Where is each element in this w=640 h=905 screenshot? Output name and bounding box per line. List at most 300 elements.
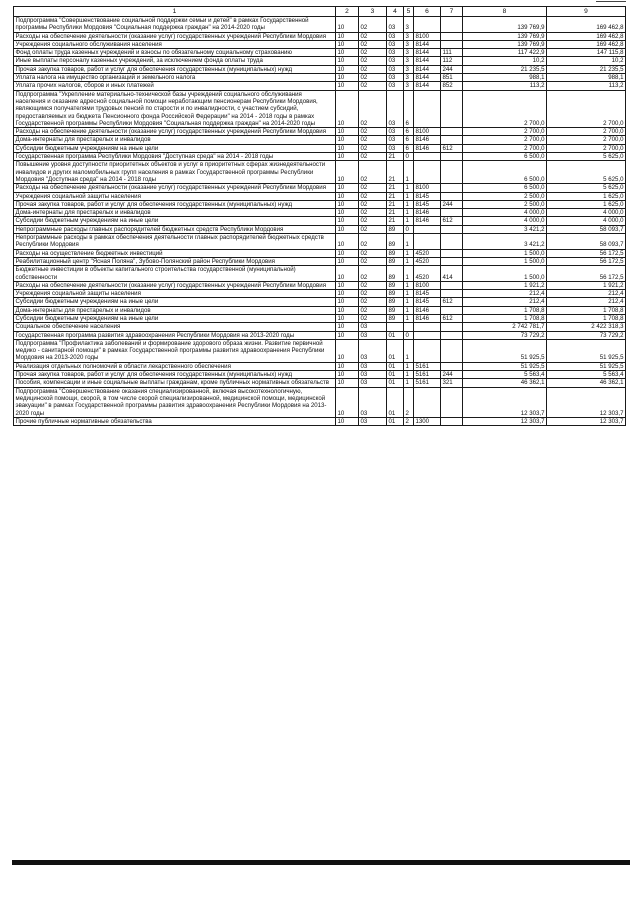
subprogram-code-cell: 1 — [404, 257, 414, 265]
program-code-cell: 03 — [387, 65, 404, 73]
amount-first-year-cell: 212,4 — [463, 290, 547, 298]
amount-second-year-cell: 5 625,0 — [547, 153, 626, 161]
amount-second-year-cell: 2 700,0 — [547, 144, 626, 152]
section-code-cell: 10 — [336, 257, 359, 265]
table-row — [14, 314, 626, 322]
expense-type-code-cell — [441, 161, 463, 184]
section-code-cell: 10 — [336, 192, 359, 200]
subprogram-code-cell: 1 — [404, 298, 414, 306]
subprogram-code-cell: 3 — [404, 32, 414, 40]
expense-type-code-cell — [441, 90, 463, 127]
subsection-code-cell: 02 — [359, 200, 387, 208]
target-article-code-cell: 8144 — [414, 49, 441, 57]
program-code-cell: 21 — [387, 209, 404, 217]
amount-first-year-cell: 1 500,0 — [463, 249, 547, 257]
section-code-cell: 10 — [336, 306, 359, 314]
expense-type-code-cell: 112 — [441, 57, 463, 65]
subsection-code-cell: 02 — [359, 298, 387, 306]
amount-first-year-cell: 5 563,4 — [463, 371, 547, 379]
subprogram-code-cell: 6 — [404, 144, 414, 152]
subsection-code-cell: 03 — [359, 417, 387, 425]
row-name-cell: Бюджетные инвестиции в объекты капитального строительства государственной (муниципальной) собственности — [14, 266, 336, 282]
subprogram-code-cell: 1 — [404, 306, 414, 314]
target-article-code-cell — [414, 387, 441, 417]
target-article-code-cell: 8145 — [414, 200, 441, 208]
amount-first-year-cell: 3 421,2 — [463, 225, 547, 233]
table-row — [14, 153, 626, 161]
program-code-cell: 89 — [387, 225, 404, 233]
amount-first-year-cell: 113,2 — [463, 82, 547, 90]
amount-second-year-cell: 169 462,8 — [547, 17, 626, 33]
section-code-cell: 10 — [336, 323, 359, 331]
amount-first-year-cell: 10,2 — [463, 57, 547, 65]
table-row — [14, 417, 626, 425]
program-code-cell: 01 — [387, 379, 404, 387]
table-row — [14, 49, 626, 57]
subsection-code-cell: 02 — [359, 306, 387, 314]
section-code-cell: 10 — [336, 32, 359, 40]
target-article-code-cell: 5161 — [414, 371, 441, 379]
section-code-cell: 10 — [336, 339, 359, 362]
program-code-cell: 03 — [387, 90, 404, 127]
expense-type-code-cell — [441, 362, 463, 370]
amount-second-year-cell: 113,2 — [547, 82, 626, 90]
subsection-code-cell: 02 — [359, 144, 387, 152]
program-code-cell: 03 — [387, 57, 404, 65]
amount-second-year-cell: 46 362,1 — [547, 379, 626, 387]
subprogram-code-cell: 1 — [404, 266, 414, 282]
section-code-cell: 10 — [336, 217, 359, 225]
subsection-code-cell: 02 — [359, 57, 387, 65]
section-code-cell: 10 — [336, 290, 359, 298]
target-article-code-cell — [414, 339, 441, 362]
expense-type-code-cell: 852 — [441, 82, 463, 90]
expense-type-code-cell — [441, 136, 463, 144]
expense-type-code-cell: 414 — [441, 266, 463, 282]
subsection-code-cell: 02 — [359, 249, 387, 257]
row-name-cell: Иные выплаты персоналу казенных учреждений, за исключением фонда оплаты труда — [14, 57, 336, 65]
subsection-code-cell: 02 — [359, 90, 387, 127]
subsection-code-cell: 03 — [359, 331, 387, 339]
section-code-cell: 10 — [336, 153, 359, 161]
expense-type-code-cell — [441, 323, 463, 331]
page-edge-mark — [596, 1, 626, 4]
amount-first-year-cell: 51 925,5 — [463, 339, 547, 362]
table-body — [14, 7, 626, 426]
program-code-cell: 03 — [387, 17, 404, 33]
amount-second-year-cell: 4 000,0 — [547, 217, 626, 225]
amount-second-year-cell: 21 235,5 — [547, 65, 626, 73]
target-article-code-cell: 1300 — [414, 417, 441, 425]
section-code-cell: 10 — [336, 161, 359, 184]
table-row — [14, 290, 626, 298]
subprogram-code-cell: 0 — [404, 225, 414, 233]
amount-second-year-cell: 10,2 — [547, 57, 626, 65]
column-number: 1 — [14, 7, 336, 17]
row-name-cell: Дома-интернаты для престарелых и инвалидов — [14, 136, 336, 144]
subprogram-code-cell: 1 — [404, 379, 414, 387]
section-code-cell: 10 — [336, 371, 359, 379]
section-code-cell: 10 — [336, 209, 359, 217]
expense-type-code-cell: 321 — [441, 379, 463, 387]
amount-second-year-cell: 51 925,5 — [547, 339, 626, 362]
amount-second-year-cell: 2 422 318,3 — [547, 323, 626, 331]
row-name-cell: Непрограммные расходы главных распорядителей бюджетных средств Республики Мордовия — [14, 225, 336, 233]
row-name-cell: Повышение уровня доступности приоритетных объектов и услуг в приоритетных сферах жизнедеятельности инвалидов и других маломобильных групп населения в рамках Государственной программы Республики Мордовия "Доступная среда" на 2014 - 2018 годы — [14, 161, 336, 184]
subprogram-code-cell: 1 — [404, 371, 414, 379]
amount-second-year-cell: 5 563,4 — [547, 371, 626, 379]
program-code-cell: 21 — [387, 184, 404, 192]
target-article-code-cell: 4520 — [414, 266, 441, 282]
amount-first-year-cell: 988,1 — [463, 74, 547, 82]
expense-type-code-cell — [441, 339, 463, 362]
expense-type-code-cell — [441, 184, 463, 192]
program-code-cell: 89 — [387, 314, 404, 322]
row-name-cell: Расходы на обеспечение деятельности (оказание услуг) государственных учреждений Республики Мордовия — [14, 32, 336, 40]
target-article-code-cell: 8144 — [414, 57, 441, 65]
table-row — [14, 40, 626, 48]
row-name-cell: Реализация отдельных полномочий в области лекарственного обеспечения — [14, 362, 336, 370]
amount-first-year-cell: 1 500,0 — [463, 266, 547, 282]
amount-first-year-cell: 21 235,5 — [463, 65, 547, 73]
program-code-cell: 01 — [387, 371, 404, 379]
amount-second-year-cell: 169 462,8 — [547, 40, 626, 48]
section-code-cell: 10 — [336, 379, 359, 387]
amount-second-year-cell: 212,4 — [547, 290, 626, 298]
amount-second-year-cell: 4 000,0 — [547, 209, 626, 217]
subprogram-code-cell: 1 — [404, 290, 414, 298]
amount-second-year-cell: 147 115,8 — [547, 49, 626, 57]
amount-second-year-cell: 988,1 — [547, 74, 626, 82]
amount-second-year-cell: 56 172,5 — [547, 257, 626, 265]
amount-first-year-cell: 2 700,0 — [463, 90, 547, 127]
row-name-cell: Субсидии бюджетным учреждениям на иные цели — [14, 298, 336, 306]
expense-type-code-cell — [441, 387, 463, 417]
target-article-code-cell: 8144 — [414, 74, 441, 82]
program-code-cell — [387, 323, 404, 331]
subprogram-code-cell: 6 — [404, 90, 414, 127]
subsection-code-cell: 02 — [359, 192, 387, 200]
amount-first-year-cell: 12 303,7 — [463, 387, 547, 417]
row-name-cell: Учреждения социальной защиты населения — [14, 192, 336, 200]
amount-first-year-cell: 4 000,0 — [463, 217, 547, 225]
subprogram-code-cell: 1 — [404, 184, 414, 192]
table-row — [14, 128, 626, 136]
row-name-cell: Фонд оплаты труда казенных учреждений и взносы по обязательному социальному страхованию — [14, 49, 336, 57]
subsection-code-cell: 02 — [359, 266, 387, 282]
program-code-cell: 01 — [387, 339, 404, 362]
program-code-cell: 03 — [387, 74, 404, 82]
target-article-code-cell: 5161 — [414, 362, 441, 370]
section-code-cell: 10 — [336, 184, 359, 192]
row-name-cell: Расходы на обеспечение деятельности (оказание услуг) государственных учреждений Республики Мордовия — [14, 281, 336, 289]
table-row — [14, 82, 626, 90]
section-code-cell: 10 — [336, 417, 359, 425]
target-article-code-cell: 8146 — [414, 217, 441, 225]
amount-first-year-cell: 2 500,0 — [463, 200, 547, 208]
program-code-cell: 03 — [387, 128, 404, 136]
subprogram-code-cell: 1 — [404, 249, 414, 257]
target-article-code-cell: 8144 — [414, 82, 441, 90]
expense-type-code-cell — [441, 417, 463, 425]
amount-second-year-cell: 58 093,7 — [547, 234, 626, 250]
subsection-code-cell: 02 — [359, 49, 387, 57]
amount-first-year-cell: 51 925,5 — [463, 362, 547, 370]
amount-second-year-cell: 1 921,2 — [547, 281, 626, 289]
subsection-code-cell: 02 — [359, 82, 387, 90]
amount-first-year-cell: 73 729,2 — [463, 331, 547, 339]
subprogram-code-cell: 1 — [404, 217, 414, 225]
target-article-code-cell: 8100 — [414, 281, 441, 289]
budget-sheet — [13, 6, 625, 426]
section-code-cell: 10 — [336, 234, 359, 250]
amount-first-year-cell: 6 500,0 — [463, 161, 547, 184]
section-code-cell: 10 — [336, 128, 359, 136]
program-code-cell: 03 — [387, 144, 404, 152]
program-code-cell: 01 — [387, 387, 404, 417]
amount-first-year-cell: 2 700,0 — [463, 136, 547, 144]
table-row — [14, 387, 626, 417]
section-code-cell: 10 — [336, 298, 359, 306]
amount-second-year-cell: 1 708,8 — [547, 314, 626, 322]
target-article-code-cell — [414, 17, 441, 33]
program-code-cell: 89 — [387, 298, 404, 306]
row-name-cell: Расходы на обеспечение деятельности (оказание услуг) государственных учреждений Республики Мордовия — [14, 184, 336, 192]
target-article-code-cell — [414, 90, 441, 127]
subprogram-code-cell: 3 — [404, 82, 414, 90]
amount-first-year-cell: 46 362,1 — [463, 379, 547, 387]
target-article-code-cell: 8145 — [414, 290, 441, 298]
amount-first-year-cell: 2 742 781,7 — [463, 323, 547, 331]
amount-first-year-cell: 1 708,8 — [463, 306, 547, 314]
column-number: 4 — [387, 7, 404, 17]
amount-first-year-cell: 139 769,9 — [463, 17, 547, 33]
subsection-code-cell: 03 — [359, 339, 387, 362]
amount-second-year-cell: 1 708,8 — [547, 306, 626, 314]
row-name-cell: Непрограммные расходы в рамках обеспечения деятельности главных распорядителей бюджетных средств Республики Мордовия — [14, 234, 336, 250]
program-code-cell: 03 — [387, 32, 404, 40]
amount-second-year-cell: 212,4 — [547, 298, 626, 306]
expense-type-code-cell — [441, 234, 463, 250]
table-row — [14, 257, 626, 265]
program-code-cell: 03 — [387, 49, 404, 57]
amount-first-year-cell: 2 700,0 — [463, 128, 547, 136]
section-code-cell: 10 — [336, 40, 359, 48]
amount-first-year-cell: 6 500,0 — [463, 153, 547, 161]
table-row — [14, 217, 626, 225]
amount-first-year-cell: 1 500,0 — [463, 257, 547, 265]
row-name-cell: Дома-интернаты для престарелых и инвалидов — [14, 209, 336, 217]
target-article-code-cell: 8146 — [414, 144, 441, 152]
section-code-cell: 10 — [336, 49, 359, 57]
subsection-code-cell: 02 — [359, 32, 387, 40]
page-bottom-rule — [12, 860, 630, 865]
row-name-cell: Субсидии бюджетным учреждениям на иные цели — [14, 217, 336, 225]
amount-second-year-cell: 58 093,7 — [547, 225, 626, 233]
section-code-cell: 10 — [336, 387, 359, 417]
target-article-code-cell — [414, 225, 441, 233]
section-code-cell: 10 — [336, 362, 359, 370]
expense-type-code-cell — [441, 32, 463, 40]
row-name-cell: Социальное обеспечение населения — [14, 323, 336, 331]
target-article-code-cell — [414, 331, 441, 339]
amount-second-year-cell: 56 172,5 — [547, 249, 626, 257]
column-number-row — [14, 7, 626, 17]
amount-first-year-cell: 2 700,0 — [463, 144, 547, 152]
subprogram-code-cell: 1 — [404, 234, 414, 250]
column-number: 6 — [414, 7, 441, 17]
table-row — [14, 379, 626, 387]
amount-second-year-cell: 2 700,0 — [547, 136, 626, 144]
target-article-code-cell: 8146 — [414, 306, 441, 314]
expense-type-code-cell — [441, 17, 463, 33]
subprogram-code-cell: 1 — [404, 281, 414, 289]
program-code-cell: 21 — [387, 217, 404, 225]
subprogram-code-cell: 0 — [404, 331, 414, 339]
row-name-cell: Субсидии бюджетным учреждениям на иные цели — [14, 314, 336, 322]
section-code-cell: 10 — [336, 57, 359, 65]
amount-first-year-cell: 3 421,2 — [463, 234, 547, 250]
row-name-cell: Прочие публичные нормативные обязательства — [14, 417, 336, 425]
subprogram-code-cell: 1 — [404, 339, 414, 362]
table-row — [14, 90, 626, 127]
subprogram-code-cell: 3 — [404, 74, 414, 82]
subprogram-code-cell: 1 — [404, 192, 414, 200]
subprogram-code-cell: 1 — [404, 362, 414, 370]
column-number: 2 — [336, 7, 359, 17]
amount-first-year-cell: 1 708,8 — [463, 314, 547, 322]
subsection-code-cell: 03 — [359, 371, 387, 379]
target-article-code-cell: 8144 — [414, 40, 441, 48]
expense-type-code-cell: 244 — [441, 371, 463, 379]
row-name-cell: Расходы на осуществление бюджетных инвестиций — [14, 249, 336, 257]
section-code-cell: 10 — [336, 65, 359, 73]
subprogram-code-cell: 2 — [404, 417, 414, 425]
subprogram-code-cell: 3 — [404, 17, 414, 33]
program-code-cell: 01 — [387, 331, 404, 339]
subprogram-code-cell: 6 — [404, 128, 414, 136]
row-name-cell: Подпрограмма "Профилактика заболеваний и формирование здорового образа жизни. Развитие первичной медико - санитарной помощи" в рамках Государственной программы развития здравоохранения Республики Мордовия на 2013-2020 годы — [14, 339, 336, 362]
subprogram-code-cell: 2 — [404, 387, 414, 417]
target-article-code-cell: 5161 — [414, 379, 441, 387]
expense-type-code-cell — [441, 192, 463, 200]
subsection-code-cell: 02 — [359, 290, 387, 298]
subsection-code-cell: 02 — [359, 281, 387, 289]
expense-type-code-cell — [441, 331, 463, 339]
subprogram-code-cell: 3 — [404, 40, 414, 48]
amount-second-year-cell: 73 729,2 — [547, 331, 626, 339]
column-number: 8 — [463, 7, 547, 17]
row-name-cell: Уплата налога на имущество организаций и земельного налога — [14, 74, 336, 82]
column-number: 7 — [441, 7, 463, 17]
subsection-code-cell: 02 — [359, 74, 387, 82]
section-code-cell: 10 — [336, 249, 359, 257]
amount-first-year-cell: 6 500,0 — [463, 184, 547, 192]
expense-type-code-cell — [441, 281, 463, 289]
expense-type-code-cell — [441, 40, 463, 48]
program-code-cell: 21 — [387, 153, 404, 161]
subsection-code-cell: 02 — [359, 234, 387, 250]
target-article-code-cell: 4520 — [414, 249, 441, 257]
row-name-cell: Субсидии бюджетным учреждениям на иные цели — [14, 144, 336, 152]
table-row — [14, 281, 626, 289]
table-row — [14, 32, 626, 40]
target-article-code-cell: 4520 — [414, 257, 441, 265]
section-code-cell: 10 — [336, 82, 359, 90]
target-article-code-cell: 8145 — [414, 192, 441, 200]
subsection-code-cell: 02 — [359, 65, 387, 73]
subsection-code-cell: 02 — [359, 153, 387, 161]
program-code-cell: 21 — [387, 192, 404, 200]
expense-type-code-cell — [441, 290, 463, 298]
subprogram-code-cell: 1 — [404, 161, 414, 184]
row-name-cell: Прочая закупка товаров, работ и услуг для обеспечения государственных (муниципальных) нужд — [14, 65, 336, 73]
subprogram-code-cell: 1 — [404, 314, 414, 322]
subsection-code-cell: 03 — [359, 362, 387, 370]
subprogram-code-cell: 3 — [404, 49, 414, 57]
target-article-code-cell: 8146 — [414, 209, 441, 217]
amount-second-year-cell: 2 700,0 — [547, 128, 626, 136]
table-row — [14, 74, 626, 82]
expense-type-code-cell: 612 — [441, 144, 463, 152]
program-code-cell: 21 — [387, 200, 404, 208]
subprogram-code-cell: 1 — [404, 209, 414, 217]
program-code-cell: 01 — [387, 417, 404, 425]
section-code-cell: 10 — [336, 314, 359, 322]
table-row — [14, 144, 626, 152]
amount-second-year-cell: 56 172,5 — [547, 266, 626, 282]
subprogram-code-cell: 6 — [404, 136, 414, 144]
row-name-cell: Пособия, компенсации и иные социальные выплаты гражданам, кроме публичных нормативных обязательств — [14, 379, 336, 387]
amount-second-year-cell: 169 462,8 — [547, 32, 626, 40]
table-row — [14, 65, 626, 73]
program-code-cell: 89 — [387, 290, 404, 298]
subsection-code-cell: 02 — [359, 128, 387, 136]
amount-first-year-cell: 1 921,2 — [463, 281, 547, 289]
table-row — [14, 161, 626, 184]
program-code-cell: 03 — [387, 82, 404, 90]
table-row — [14, 200, 626, 208]
row-name-cell: Подпрограмма "Совершенствование социальной поддержки семьи и детей" в рамках Государственной программы Республики Мордовия "Социальная поддержка граждан" на 2014-2020 годы — [14, 17, 336, 33]
subsection-code-cell: 02 — [359, 225, 387, 233]
row-name-cell: Прочая закупка товаров, работ и услуг для обеспечения государственных (муниципальных) нужд — [14, 371, 336, 379]
table-row — [14, 17, 626, 33]
expense-type-code-cell: 244 — [441, 65, 463, 73]
table-row — [14, 209, 626, 217]
table-row — [14, 225, 626, 233]
subsection-code-cell: 02 — [359, 40, 387, 48]
subsection-code-cell: 02 — [359, 217, 387, 225]
target-article-code-cell: 8144 — [414, 65, 441, 73]
amount-second-year-cell: 5 625,0 — [547, 161, 626, 184]
table-row — [14, 266, 626, 282]
target-article-code-cell: 8100 — [414, 128, 441, 136]
table-row — [14, 362, 626, 370]
amount-second-year-cell: 12 303,7 — [547, 387, 626, 417]
subsection-code-cell: 02 — [359, 17, 387, 33]
table-row — [14, 184, 626, 192]
target-article-code-cell — [414, 323, 441, 331]
program-code-cell: 89 — [387, 257, 404, 265]
amount-second-year-cell: 2 700,0 — [547, 90, 626, 127]
subsection-code-cell: 03 — [359, 379, 387, 387]
target-article-code-cell: 8146 — [414, 314, 441, 322]
amount-second-year-cell: 5 625,0 — [547, 184, 626, 192]
section-code-cell: 10 — [336, 17, 359, 33]
row-name-cell: Учреждения социальной защиты населения — [14, 290, 336, 298]
amount-second-year-cell: 12 303,7 — [547, 417, 626, 425]
subsection-code-cell: 02 — [359, 314, 387, 322]
